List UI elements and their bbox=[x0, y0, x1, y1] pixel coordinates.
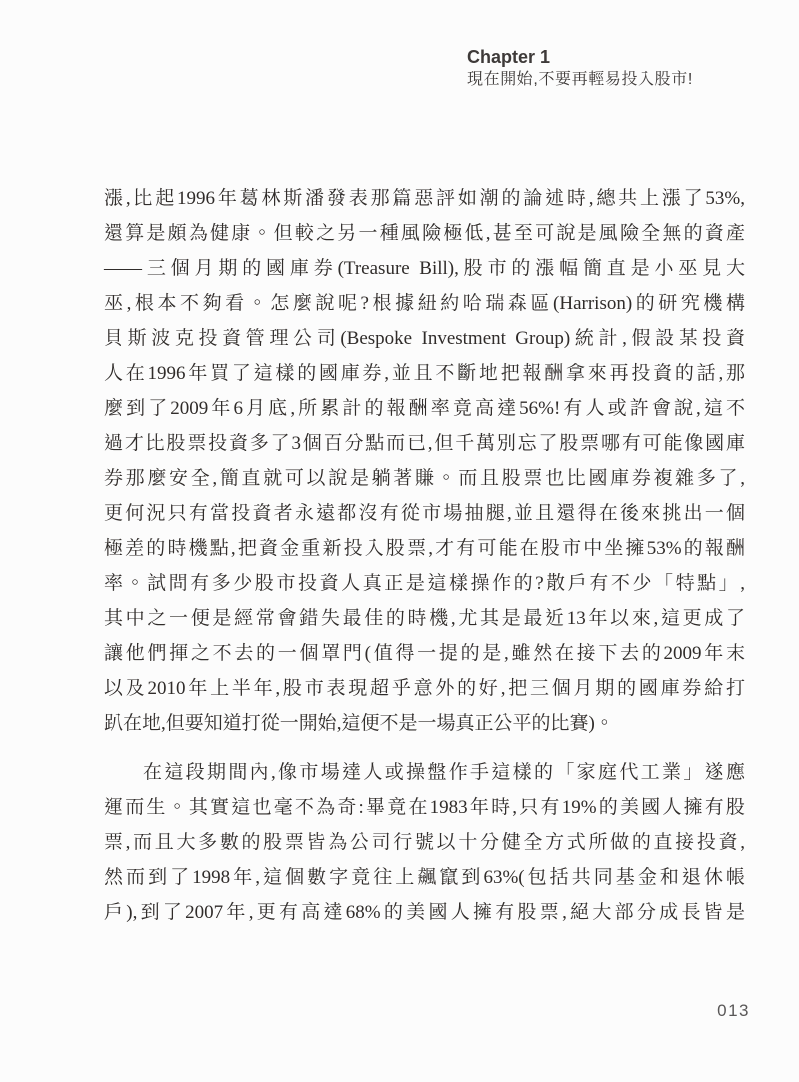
paragraph bbox=[104, 181, 745, 741]
chapter-header bbox=[467, 46, 757, 90]
chapter-label: Chapter 1 bbox=[467, 47, 551, 67]
text-line: 以及2010年上半年,股市表現超乎意外的好,把三個月期的國庫券給打 bbox=[104, 678, 745, 699]
text-line: 然而到了1998年,這個數字竟往上飆竄到63%(包括共同基金和退休帳 bbox=[104, 867, 745, 888]
text-line: 更何況只有當投資者永遠都沒有從市場抽腿,並且還得在後來挑出一個 bbox=[104, 503, 745, 524]
chapter-subtitle: 現在開始,不要再輕易投入股市! bbox=[467, 71, 693, 88]
paragraph bbox=[104, 755, 745, 930]
text-line: 讓他們揮之不去的一個罩門(值得一提的是,雖然在接下去的2009年末 bbox=[104, 643, 745, 664]
text-line: 人在1996年買了這樣的國庫券,並且不斷地把報酬拿來再投資的話,那 bbox=[104, 363, 745, 384]
text-line: 在這段期間內,像市場達人或操盤作手這樣的「家庭代工業」遂應 bbox=[143, 762, 745, 783]
text-line: 趴在地,但要知道打從一開始,這便不是一場真正公平的比賽)。 bbox=[104, 713, 614, 734]
text-line: 貝斯波克投資管理公司(Bespoke Investment Group)統計,假設某投資 bbox=[104, 328, 745, 349]
body-text bbox=[104, 181, 745, 930]
text-line: 麼到了2009年6月底,所累計的報酬率竟高達56%!有人或許會說,這不 bbox=[104, 398, 745, 419]
text-line: 票,而且大多數的股票皆為公司行號以十分健全方式所做的直接投資, bbox=[104, 832, 745, 853]
text-line: 極差的時機點,把資金重新投入股票,才有可能在股市中坐擁53%的報酬 bbox=[104, 538, 745, 559]
text-line: 券那麼安全,簡直就可以說是躺著賺。而且股票也比國庫券複雜多了, bbox=[104, 468, 745, 489]
text-line: 還算是頗為健康。但較之另一種風險極低,甚至可說是風險全無的資產 bbox=[104, 223, 745, 244]
text-line: 巫,根本不夠看。怎麼說呢?根據紐約哈瑞森區(Harrison)的研究機構 bbox=[104, 293, 745, 314]
text-line: 戶),到了2007年,更有高達68%的美國人擁有股票,絕大部分成長皆是 bbox=[104, 902, 745, 923]
page-number: 013 bbox=[717, 1001, 750, 1020]
text-line: 過才比股票投資多了3個百分點而已,但千萬別忘了股票哪有可能像國庫 bbox=[104, 433, 745, 454]
text-line: 運而生。其實這也毫不為奇:畢竟在1983年時,只有19%的美國人擁有股 bbox=[104, 797, 745, 818]
text-line: 漲,比起1996年葛林斯潘發表那篇惡評如潮的論述時,總共上漲了53%, bbox=[104, 188, 745, 209]
text-line: 率。試問有多少股市投資人真正是這樣操作的?散戶有不少「特點」, bbox=[104, 573, 745, 594]
text-line: 其中之一便是經常會錯失最佳的時機,尤其是最近13年以來,這更成了 bbox=[104, 608, 745, 629]
text-line: ——三個月期的國庫券(Treasure Bill),股市的漲幅簡直是小巫見大 bbox=[104, 258, 745, 279]
